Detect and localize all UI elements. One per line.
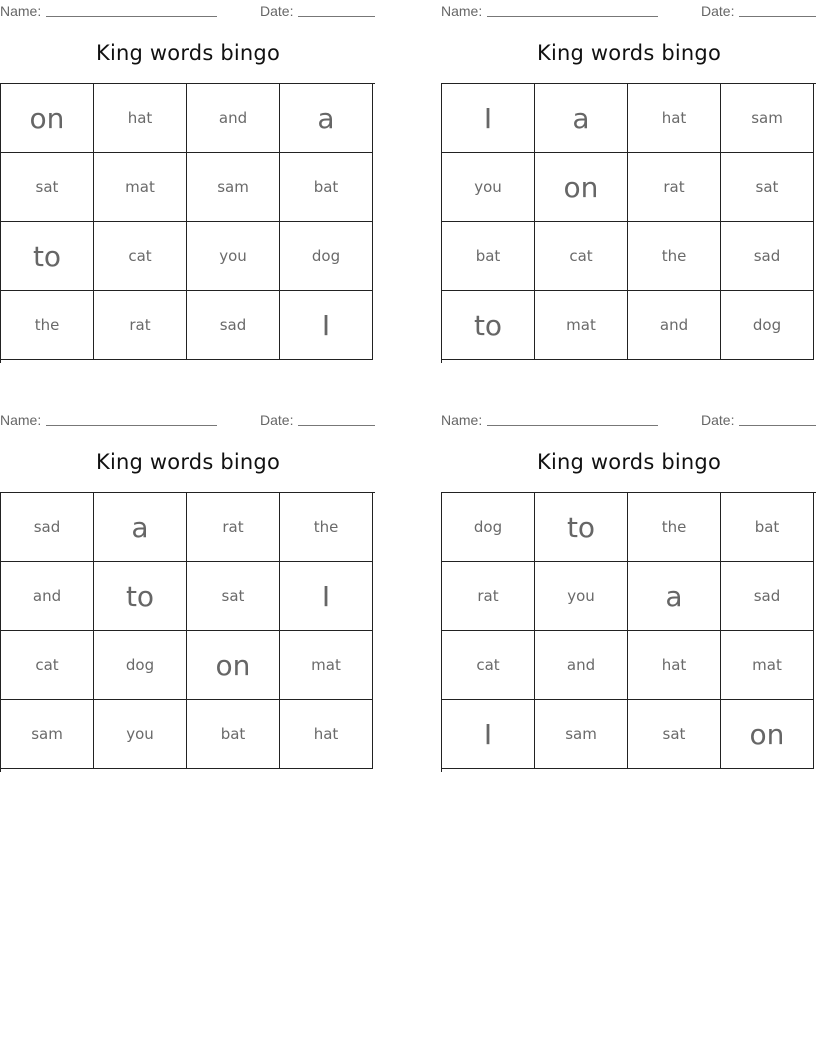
bingo-cell: dog xyxy=(442,493,535,562)
bingo-cell: rat xyxy=(187,493,280,562)
name-field xyxy=(487,16,658,17)
bingo-cell: the xyxy=(628,222,721,291)
bingo-cell: sam xyxy=(721,84,814,153)
bingo-cell: bat xyxy=(442,222,535,291)
date-field xyxy=(739,425,816,426)
bingo-cell: you xyxy=(187,222,280,291)
bingo-cell: on xyxy=(721,700,814,769)
card-title: King words bingo xyxy=(95,41,280,65)
bingo-cell: sam xyxy=(187,153,280,222)
bingo-cell: I xyxy=(280,291,373,360)
name-label: Name: xyxy=(441,3,483,19)
bingo-cell: bat xyxy=(187,700,280,769)
bingo-cell: you xyxy=(94,700,187,769)
bingo-cell: you xyxy=(442,153,535,222)
date-field xyxy=(298,425,375,426)
bingo-cell: I xyxy=(442,700,535,769)
bingo-cell: sam xyxy=(535,700,628,769)
bingo-cell: cat xyxy=(1,631,94,700)
bingo-cell: sad xyxy=(187,291,280,360)
bingo-cell: I xyxy=(280,562,373,631)
bingo-cell: sat xyxy=(1,153,94,222)
bingo-cell: you xyxy=(535,562,628,631)
date-label: Date: xyxy=(701,412,735,428)
bingo-cell: sad xyxy=(1,493,94,562)
bingo-cell: the xyxy=(628,493,721,562)
bingo-cell: sad xyxy=(721,562,814,631)
bingo-grid xyxy=(0,83,375,363)
bingo-cell: sam xyxy=(1,700,94,769)
bingo-grid xyxy=(0,492,375,772)
bingo-cell: rat xyxy=(442,562,535,631)
bingo-cell: to xyxy=(1,222,94,291)
bingo-cell: dog xyxy=(280,222,373,291)
bingo-cell: on xyxy=(535,153,628,222)
bingo-cell: cat xyxy=(94,222,187,291)
bingo-cell: mat xyxy=(535,291,628,360)
bingo-cell: the xyxy=(280,493,373,562)
bingo-cell: sat xyxy=(187,562,280,631)
bingo-cell: mat xyxy=(94,153,187,222)
bingo-cell: on xyxy=(1,84,94,153)
card-title: King words bingo xyxy=(536,41,721,65)
bingo-cell: to xyxy=(442,291,535,360)
bingo-cell: to xyxy=(94,562,187,631)
bingo-cell: a xyxy=(280,84,373,153)
bingo-cell: hat xyxy=(628,84,721,153)
bingo-cell: cat xyxy=(535,222,628,291)
bingo-cell: rat xyxy=(94,291,187,360)
card-title: King words bingo xyxy=(95,450,280,474)
bingo-card-2 xyxy=(441,0,816,380)
bingo-cell: I xyxy=(442,84,535,153)
bingo-card-3 xyxy=(0,409,376,789)
card-title: King words bingo xyxy=(536,450,721,474)
bingo-cell: and xyxy=(1,562,94,631)
bingo-grid xyxy=(441,83,816,363)
name-date-row xyxy=(441,412,816,428)
bingo-grid xyxy=(441,492,816,772)
bingo-cell: cat xyxy=(442,631,535,700)
name-label: Name: xyxy=(0,412,42,428)
date-field xyxy=(739,16,816,17)
bingo-cell: hat xyxy=(94,84,187,153)
bingo-cell: on xyxy=(187,631,280,700)
name-date-row xyxy=(0,412,376,428)
bingo-cell: and xyxy=(535,631,628,700)
bingo-cell: sat xyxy=(721,153,814,222)
bingo-cell: dog xyxy=(94,631,187,700)
bingo-cell: sad xyxy=(721,222,814,291)
bingo-cell: sat xyxy=(628,700,721,769)
bingo-cell: a xyxy=(94,493,187,562)
name-field xyxy=(46,16,217,17)
bingo-card-4 xyxy=(441,409,816,789)
name-label: Name: xyxy=(0,3,42,19)
bingo-card-1 xyxy=(0,0,376,380)
bingo-cell: bat xyxy=(721,493,814,562)
name-field xyxy=(46,425,217,426)
bingo-cell: and xyxy=(187,84,280,153)
bingo-cell: the xyxy=(1,291,94,360)
date-field xyxy=(298,16,375,17)
bingo-cell: a xyxy=(628,562,721,631)
bingo-cell: mat xyxy=(721,631,814,700)
bingo-cell: a xyxy=(535,84,628,153)
name-date-row xyxy=(0,3,376,19)
name-label: Name: xyxy=(441,412,483,428)
bingo-cell: hat xyxy=(628,631,721,700)
bingo-cell: hat xyxy=(280,700,373,769)
name-date-row xyxy=(441,3,816,19)
name-field xyxy=(487,425,658,426)
bingo-cell: dog xyxy=(721,291,814,360)
bingo-cell: mat xyxy=(280,631,373,700)
bingo-cell: bat xyxy=(280,153,373,222)
bingo-cell: rat xyxy=(628,153,721,222)
date-label: Date: xyxy=(260,3,294,19)
bingo-cell: to xyxy=(535,493,628,562)
date-label: Date: xyxy=(260,412,294,428)
date-label: Date: xyxy=(701,3,735,19)
bingo-cell: and xyxy=(628,291,721,360)
